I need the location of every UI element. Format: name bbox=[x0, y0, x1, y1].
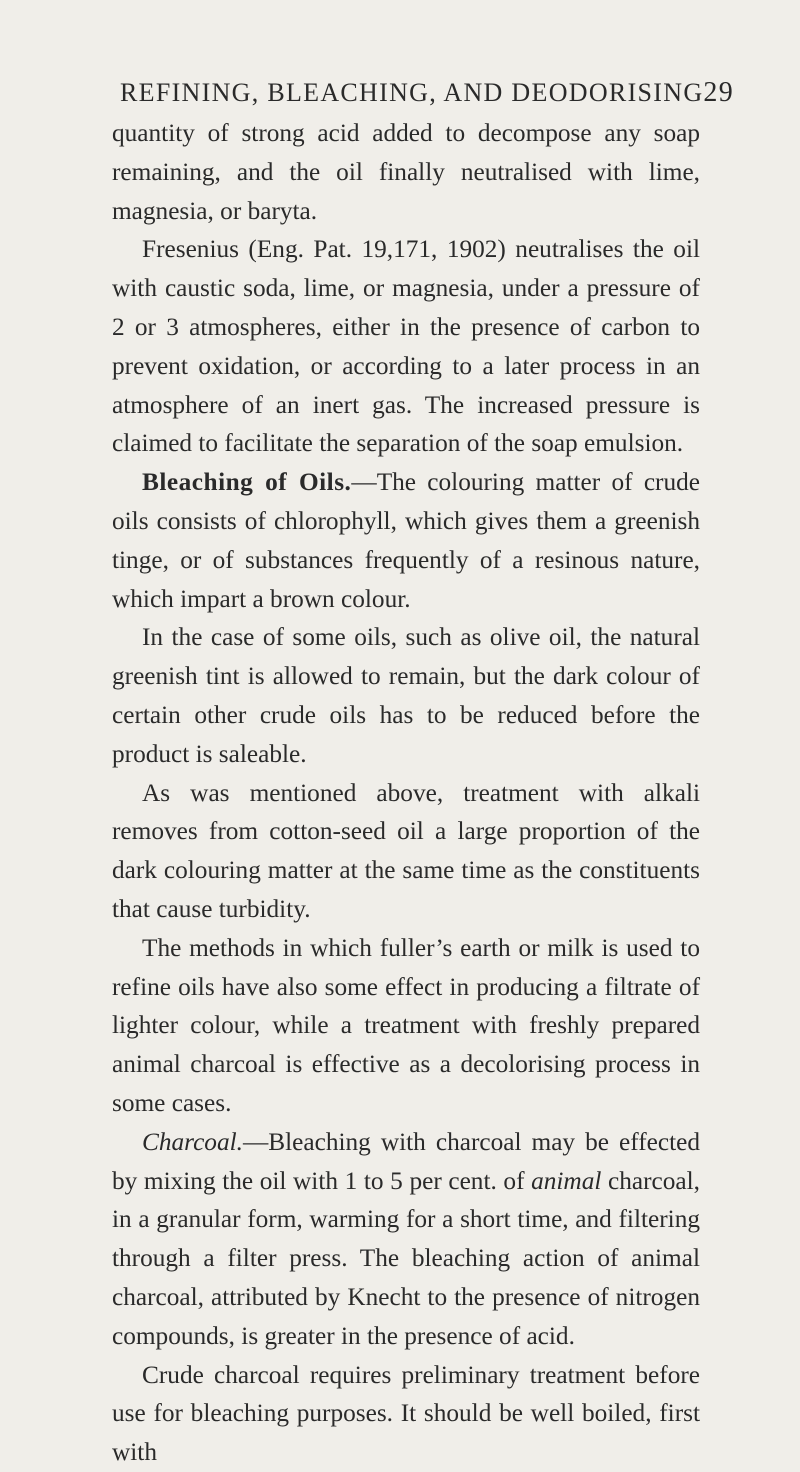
paragraph bbox=[112, 929, 700, 1123]
paragraph bbox=[112, 463, 700, 618]
paragraph bbox=[112, 230, 700, 463]
section-heading: Bleaching of Oils. bbox=[142, 468, 352, 497]
paragraph-text: —Bleaching with charcoal may be effected by mixing the oil with 1 to 5 per cent. of bbox=[112, 1127, 700, 1195]
paragraph-text: quantity of strong acid added to decompose any soap remaining, and the oil finally neutralised with lime, magnesia, or baryta. bbox=[112, 119, 700, 225]
paragraph-text: —The colouring matter of crude oils consists of chlorophyll, which gives them a greenish tinge, or of substances frequently of a resinous nature, which impart a brown colour. bbox=[112, 468, 700, 613]
italic-word: animal bbox=[531, 1166, 602, 1195]
paragraph bbox=[112, 774, 700, 929]
paragraph bbox=[112, 114, 700, 230]
body-text bbox=[112, 114, 700, 1472]
running-title: REFINING, BLEACHING, AND DEODORISING bbox=[120, 78, 704, 107]
paragraph-text: Crude charcoal requires preliminary treatment before use for bleaching purposes. It should be well boiled, first with bbox=[112, 1360, 700, 1467]
paragraph-text: The methods in which fuller’s earth or milk is used to refine oils have also some effect in producing a filtrate of lighter colour, while a treatment with freshly prepared animal charcoal is effective as a decolorising process in some cases. bbox=[112, 933, 700, 1117]
paragraph-text: In the case of some oils, such as olive oil, the natural greenish tint is allowed to remain, but the dark colour of certain other crude oils has to be reduced before the product is saleable. bbox=[112, 623, 700, 768]
paragraph bbox=[112, 1356, 700, 1472]
paragraph bbox=[112, 618, 700, 773]
paragraph bbox=[112, 1123, 700, 1356]
paragraph-text: As was mentioned above, treatment with alkali removes from cotton-seed oil a large proportion of the dark colouring matter at the same time as the constituents that cause turbidity. bbox=[112, 778, 700, 923]
running-head bbox=[120, 76, 735, 110]
subsection-heading: Charcoal. bbox=[142, 1127, 243, 1156]
page-number: 29 bbox=[703, 77, 735, 108]
paragraph-text: Fresenius (Eng. Pat. 19,171, 1902) neutralises the oil with caustic soda, lime, or magnesia, under a pressure of 2 or 3 atmospheres, either in the presence of carbon to prevent oxidation, or according to a later process in an atmosphere of an inert gas. The increased pressure is claimed to facilitate the separation of the soap emulsion. bbox=[112, 235, 700, 458]
paragraph-text: charcoal, in a granular form, warming for a short time, and filtering through a filter press. The bleaching action of animal charcoal, attributed by Knecht to the presence of nitrogen compounds, is greater in the presence of acid. bbox=[112, 1166, 700, 1350]
